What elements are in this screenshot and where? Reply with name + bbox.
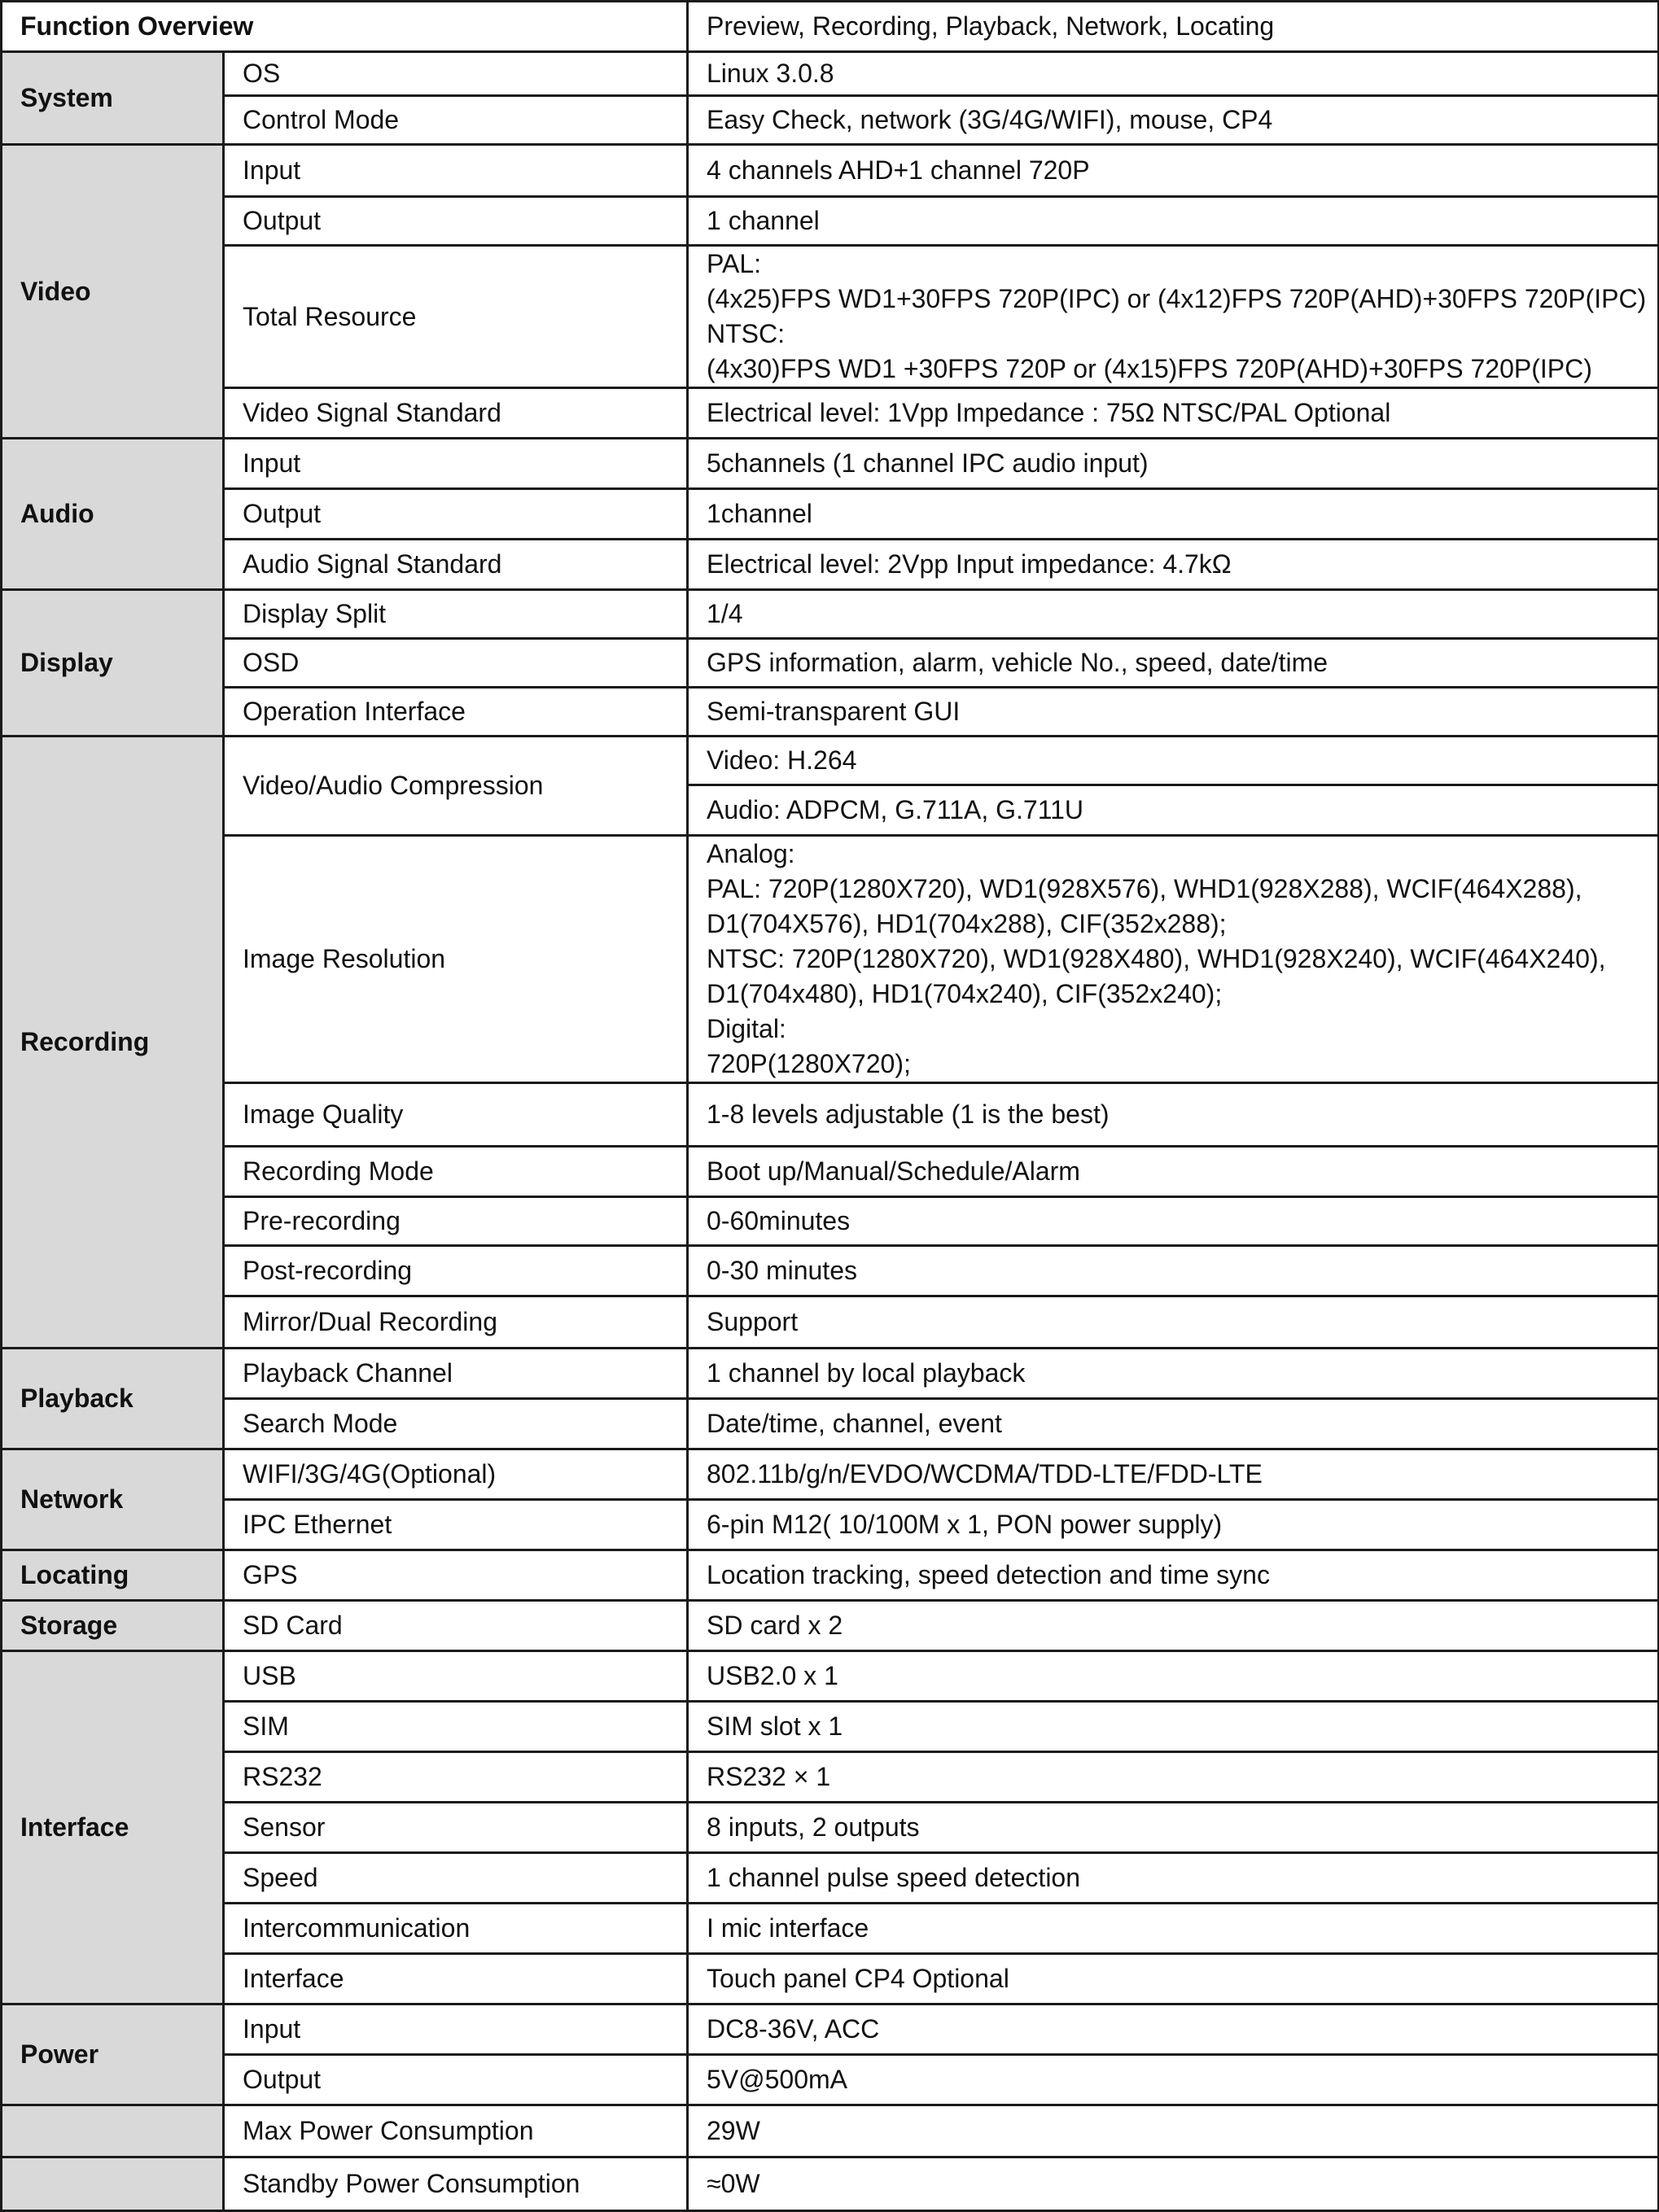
- value-cell: Touch panel CP4 Optional: [688, 1954, 1659, 2004]
- table-row: [2, 246, 1659, 388]
- item-cell: Input: [224, 145, 688, 197]
- item-cell: RS232: [224, 1752, 688, 1803]
- category-cell: Power: [2, 2004, 224, 2105]
- table-row: [2, 590, 1659, 639]
- value-cell: Analog: PAL: 720P(1280X720), WD1(928X576), WHD1(928X288), WCIF(464X288), D1(704X576), HD1(704x288), CIF(352x288); NTSC: 720P(1280X720), WD1(928X480), WHD1(928X240), WCIF(464X240), D1(704x480), HD1(704x240), CIF(352x240); Digital: 720P(1280X720);: [688, 836, 1659, 1083]
- table-row: [2, 388, 1659, 439]
- item-cell: OSD: [224, 639, 688, 688]
- category-cell: Audio: [2, 439, 224, 590]
- table-row: [2, 1197, 1659, 1246]
- value-cell: Linux 3.0.8: [688, 52, 1659, 96]
- table-row: [2, 145, 1659, 197]
- table-row: [2, 52, 1659, 96]
- value-cell: 6-pin M12( 10/100M x 1, PON power supply): [688, 1500, 1659, 1550]
- item-cell: Output: [224, 2055, 688, 2105]
- item-cell: Speed: [224, 1853, 688, 1904]
- value-cell: SD card x 2: [688, 1601, 1659, 1651]
- item-cell: Post-recording: [224, 1246, 688, 1296]
- item-cell: Interface: [224, 1954, 688, 2004]
- table-row: [2, 1550, 1659, 1601]
- value-cell: Video: H.264: [688, 737, 1659, 785]
- item-cell: Output: [224, 489, 688, 540]
- table-row: [2, 1399, 1659, 1449]
- spec-table-body: [2, 2, 1659, 2211]
- table-row: [2, 2157, 1659, 2211]
- value-cell: 0-30 minutes: [688, 1246, 1659, 1296]
- item-cell: USB: [224, 1651, 688, 1702]
- value-cell: Boot up/Manual/Schedule/Alarm: [688, 1147, 1659, 1197]
- category-cell: Storage: [2, 1601, 224, 1651]
- value-cell: Easy Check, network (3G/4G/WIFI), mouse, CP4: [688, 96, 1659, 145]
- value-cell: Semi-transparent GUI: [688, 688, 1659, 737]
- item-cell: IPC Ethernet: [224, 1500, 688, 1550]
- category-cell: System: [2, 52, 224, 145]
- value-cell: 8 inputs, 2 outputs: [688, 1803, 1659, 1853]
- value-cell: Electrical level: 2Vpp Input impedance: 4.7kΩ: [688, 540, 1659, 590]
- table-row: [2, 737, 1659, 785]
- table-row: [2, 1702, 1659, 1752]
- table-row: [2, 2004, 1659, 2055]
- item-cell: Intercommunication: [224, 1904, 688, 1954]
- value-cell: 1channel: [688, 489, 1659, 540]
- table-row: [2, 1803, 1659, 1853]
- value-cell: 5V@500mA: [688, 2055, 1659, 2105]
- value-cell: 1/4: [688, 590, 1659, 639]
- item-cell: GPS: [224, 1550, 688, 1601]
- item-cell: Search Mode: [224, 1399, 688, 1449]
- table-row: [2, 688, 1659, 737]
- table-row: [2, 96, 1659, 145]
- table-row: [2, 1083, 1659, 1147]
- item-cell: Image Resolution: [224, 836, 688, 1083]
- category-cell: [2, 2157, 224, 2211]
- item-cell: Output: [224, 197, 688, 246]
- value-cell: Electrical level: 1Vpp Impedance : 75Ω NTSC/PAL Optional: [688, 388, 1659, 439]
- value-cell: Date/time, channel, event: [688, 1399, 1659, 1449]
- value-cell: SIM slot x 1: [688, 1702, 1659, 1752]
- function-overview-label: Function Overview: [2, 2, 688, 52]
- item-cell: Control Mode: [224, 96, 688, 145]
- value-cell: Location tracking, speed detection and time sync: [688, 1550, 1659, 1601]
- item-cell: SIM: [224, 1702, 688, 1752]
- table-row: [2, 836, 1659, 1083]
- table-row: [2, 1904, 1659, 1954]
- table-row: [2, 2055, 1659, 2105]
- value-cell: 1 channel pulse speed detection: [688, 1853, 1659, 1904]
- value-cell: 802.11b/g/n/EVDO/WCDMA/TDD-LTE/FDD-LTE: [688, 1449, 1659, 1500]
- item-cell: Audio Signal Standard: [224, 540, 688, 590]
- category-cell: Locating: [2, 1550, 224, 1601]
- item-cell: SD Card: [224, 1601, 688, 1651]
- item-cell: Display Split: [224, 590, 688, 639]
- value-cell: 1 channel by local playback: [688, 1349, 1659, 1399]
- item-cell: Video Signal Standard: [224, 388, 688, 439]
- category-cell: Video: [2, 145, 224, 439]
- table-row: [2, 439, 1659, 489]
- item-cell: Video/Audio Compression: [224, 737, 688, 836]
- table-row: [2, 1246, 1659, 1296]
- value-cell: PAL: (4x25)FPS WD1+30FPS 720P(IPC) or (4x12)FPS 720P(AHD)+30FPS 720P(IPC) NTSC: (4x30)FPS WD1 +30FPS 720P or (4x15)FPS 720P(AHD)+30FPS 720P(IPC): [688, 246, 1659, 388]
- category-cell: Network: [2, 1449, 224, 1550]
- value-cell: 4 channels AHD+1 channel 720P: [688, 145, 1659, 197]
- item-cell: Max Power Consumption: [224, 2105, 688, 2157]
- category-cell: Recording: [2, 737, 224, 1349]
- value-cell: 29W: [688, 2105, 1659, 2157]
- item-cell: Total Resource: [224, 246, 688, 388]
- category-cell: Interface: [2, 1651, 224, 2004]
- function-overview-value: Preview, Recording, Playback, Network, Locating: [688, 2, 1659, 52]
- table-row: [2, 639, 1659, 688]
- value-cell: 1 channel: [688, 197, 1659, 246]
- value-cell: 1-8 levels adjustable (1 is the best): [688, 1083, 1659, 1147]
- item-cell: Standby Power Consumption: [224, 2157, 688, 2211]
- item-cell: Pre-recording: [224, 1197, 688, 1246]
- table-row: [2, 1147, 1659, 1197]
- value-cell: 0-60minutes: [688, 1197, 1659, 1246]
- table-row: [2, 1349, 1659, 1399]
- value-cell: ≈0W: [688, 2157, 1659, 2211]
- item-cell: Operation Interface: [224, 688, 688, 737]
- table-row: [2, 1601, 1659, 1651]
- table-row: [2, 1853, 1659, 1904]
- table-row: [2, 1296, 1659, 1349]
- value-cell: DC8-36V, ACC: [688, 2004, 1659, 2055]
- item-cell: Image Quality: [224, 1083, 688, 1147]
- value-cell: GPS information, alarm, vehicle No., speed, date/time: [688, 639, 1659, 688]
- value-cell: I mic interface: [688, 1904, 1659, 1954]
- value-cell: 5channels (1 channel IPC audio input): [688, 439, 1659, 489]
- item-cell: Input: [224, 439, 688, 489]
- item-cell: Sensor: [224, 1803, 688, 1853]
- category-cell: Display: [2, 590, 224, 737]
- item-cell: Input: [224, 2004, 688, 2055]
- item-cell: OS: [224, 52, 688, 96]
- table-row: [2, 1954, 1659, 2004]
- table-row: [2, 1500, 1659, 1550]
- value-cell: RS232 × 1: [688, 1752, 1659, 1803]
- table-row: [2, 540, 1659, 590]
- table-row: [2, 1651, 1659, 1702]
- table-row: [2, 2105, 1659, 2157]
- table-row: [2, 1449, 1659, 1500]
- table-row: [2, 197, 1659, 246]
- item-cell: WIFI/3G/4G(Optional): [224, 1449, 688, 1500]
- item-cell: Mirror/Dual Recording: [224, 1296, 688, 1349]
- category-cell: Playback: [2, 1349, 224, 1449]
- value-cell: Audio: ADPCM, G.711A, G.711U: [688, 785, 1659, 836]
- category-cell: [2, 2105, 224, 2157]
- value-cell: USB2.0 x 1: [688, 1651, 1659, 1702]
- table-row: [2, 489, 1659, 540]
- value-cell: Support: [688, 1296, 1659, 1349]
- table-row-overview: [2, 2, 1659, 52]
- table-row: [2, 1752, 1659, 1803]
- item-cell: Recording Mode: [224, 1147, 688, 1197]
- item-cell: Playback Channel: [224, 1349, 688, 1399]
